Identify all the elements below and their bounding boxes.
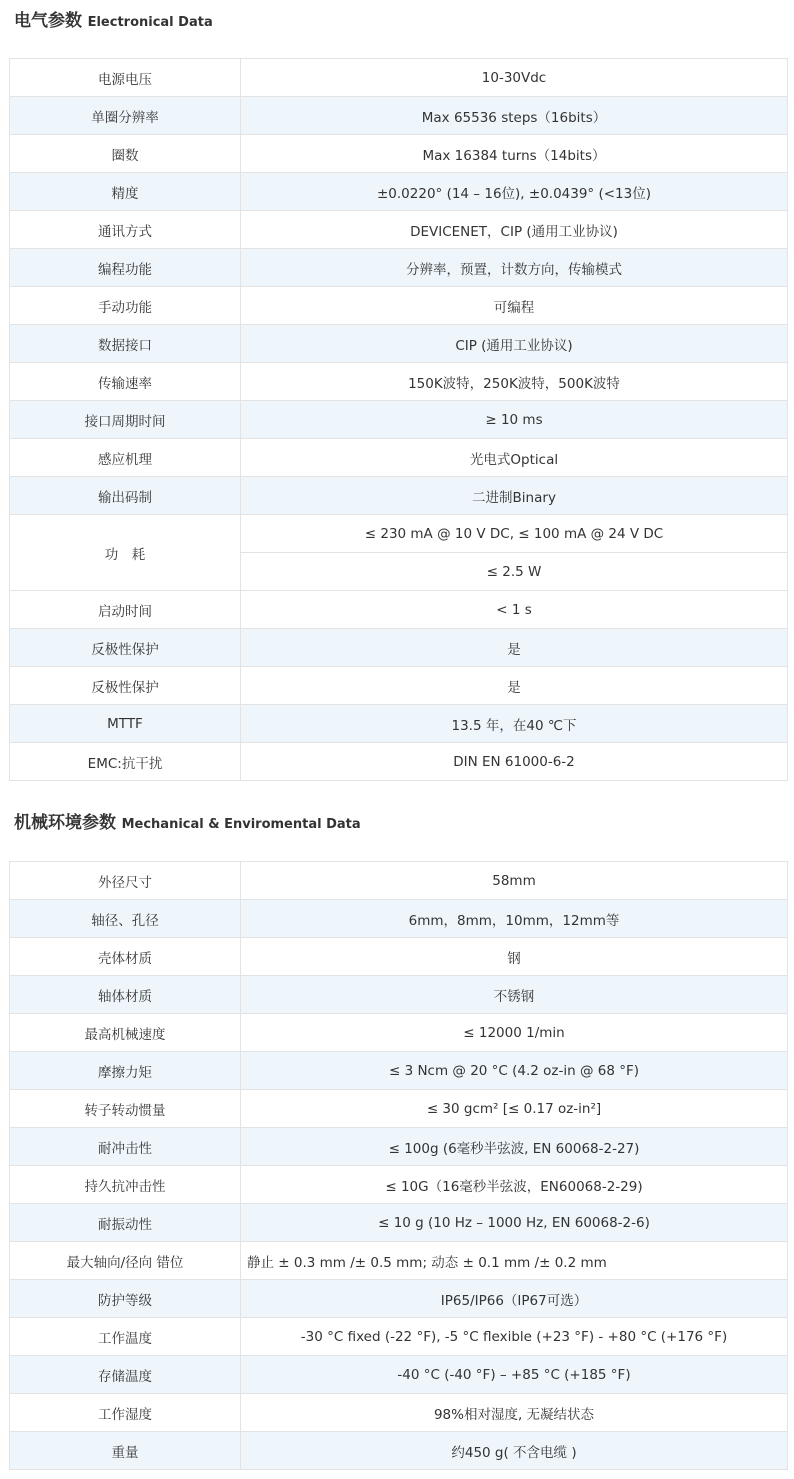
spec-value: ≤ 10 g (10 Hz – 1000 Hz, EN 60068-2-6)	[241, 1204, 788, 1242]
spec-label: 反极性保护	[10, 629, 241, 667]
spec-label: 功 耗	[10, 515, 241, 591]
table-row	[10, 477, 788, 515]
spec-value: ≤ 12000 1/min	[241, 1014, 788, 1052]
table-row	[10, 1242, 788, 1280]
table-row	[10, 1394, 788, 1432]
spec-value: DEVICENET，CIP (通用工业协议)	[241, 211, 788, 249]
spec-label: 耐振动性	[10, 1204, 241, 1242]
spec-value: 不锈钢	[241, 976, 788, 1014]
spec-value: DIN EN 61000-6-2	[241, 743, 788, 781]
table-row	[10, 59, 788, 97]
table-row	[10, 1432, 788, 1470]
spec-value: 分辨率，预置，计数方向，传输模式	[241, 249, 788, 287]
table-row	[10, 629, 788, 667]
table-row	[10, 1128, 788, 1166]
spec-label: 最高机械速度	[10, 1014, 241, 1052]
spec-value: ≤ 230 mA @ 10 V DC, ≤ 100 mA @ 24 V DC	[241, 515, 788, 553]
spec-value: 58mm	[241, 862, 788, 900]
spec-value: CIP (通用工业协议)	[241, 325, 788, 363]
electrical-title-en: Electronical Data	[87, 15, 213, 30]
spec-value: -30 °C fixed (-22 °F), -5 °C flexible (+23 °F) - +80 °C (+176 °F)	[241, 1318, 788, 1356]
table-row	[10, 439, 788, 477]
spec-label: 精度	[10, 173, 241, 211]
spec-label: 数据接口	[10, 325, 241, 363]
spec-label: 转子转动惯量	[10, 1090, 241, 1128]
table-row	[10, 705, 788, 743]
table-row	[10, 325, 788, 363]
table-row	[10, 1090, 788, 1128]
spec-label: 防护等级	[10, 1280, 241, 1318]
spec-label: 工作湿度	[10, 1394, 241, 1432]
spec-value: ≤ 100g (6毫秒半弦波, EN 60068-2-27)	[241, 1128, 788, 1166]
table-row	[10, 1280, 788, 1318]
spec-label: 传输速率	[10, 363, 241, 401]
spec-label: 存储温度	[10, 1356, 241, 1394]
table-row	[10, 1204, 788, 1242]
spec-label: 手动功能	[10, 287, 241, 325]
spec-label: 持久抗冲击性	[10, 1166, 241, 1204]
table-row	[10, 976, 788, 1014]
table-row	[10, 862, 788, 900]
electrical-data-title	[14, 6, 213, 31]
table-row	[10, 97, 788, 135]
spec-value: 是	[241, 629, 788, 667]
table-row	[10, 1166, 788, 1204]
spec-label: 耐冲击性	[10, 1128, 241, 1166]
table-row	[10, 515, 788, 553]
spec-value: ≥ 10 ms	[241, 401, 788, 439]
table-row	[10, 1318, 788, 1356]
spec-value: < 1 s	[241, 591, 788, 629]
table-row	[10, 900, 788, 938]
table-row	[10, 938, 788, 976]
spec-label: EMC:抗干扰	[10, 743, 241, 781]
spec-label: 外径尺寸	[10, 862, 241, 900]
spec-label: 圈数	[10, 135, 241, 173]
table-row	[10, 743, 788, 781]
spec-value: 约450 g( 不含电缆 )	[241, 1432, 788, 1470]
electrical-title-zh: 电气参数	[14, 11, 82, 31]
spec-value: 钢	[241, 938, 788, 976]
spec-label: 轴体材质	[10, 976, 241, 1014]
table-row	[10, 287, 788, 325]
spec-label: 工作温度	[10, 1318, 241, 1356]
electrical-data-table	[9, 58, 788, 781]
table-row	[10, 1356, 788, 1394]
spec-label: 最大轴向/径向 错位	[10, 1242, 241, 1280]
table-row	[10, 211, 788, 249]
spec-value: 可编程	[241, 287, 788, 325]
spec-value: ≤ 10G（16毫秒半弦波，EN60068-2-29)	[241, 1166, 788, 1204]
spec-value: ≤ 30 gcm² [≤ 0.17 oz-in²]	[241, 1090, 788, 1128]
spec-label: 重量	[10, 1432, 241, 1470]
spec-value: ≤ 2.5 W	[241, 553, 788, 591]
spec-value: IP65/IP66（IP67可选）	[241, 1280, 788, 1318]
spec-value: 98%相对湿度, 无凝结状态	[241, 1394, 788, 1432]
spec-value: 光电式Optical	[241, 439, 788, 477]
spec-value: 二进制Binary	[241, 477, 788, 515]
spec-value: 静止 ± 0.3 mm /± 0.5 mm; 动态 ± 0.1 mm /± 0.2 mm	[241, 1242, 788, 1280]
table-row	[10, 401, 788, 439]
spec-label: 通讯方式	[10, 211, 241, 249]
spec-label: 电源电压	[10, 59, 241, 97]
table-row	[10, 363, 788, 401]
spec-label: 单圈分辨率	[10, 97, 241, 135]
spec-value: Max 65536 steps（16bits）	[241, 97, 788, 135]
table-row	[10, 1052, 788, 1090]
table-row	[10, 591, 788, 629]
spec-label: 轴径、孔径	[10, 900, 241, 938]
spec-value: ≤ 3 Ncm @ 20 °C (4.2 oz-in @ 68 °F)	[241, 1052, 788, 1090]
table-row	[10, 667, 788, 705]
table-row	[10, 249, 788, 287]
spec-label: 摩擦力矩	[10, 1052, 241, 1090]
spec-label: 启动时间	[10, 591, 241, 629]
spec-label: 壳体材质	[10, 938, 241, 976]
spec-label: 接口周期时间	[10, 401, 241, 439]
table-row	[10, 173, 788, 211]
spec-label: 反极性保护	[10, 667, 241, 705]
spec-value: ±0.0220° (14 – 16位), ±0.0439° (<13位)	[241, 173, 788, 211]
mechanical-data-title	[14, 808, 361, 833]
spec-value: 13.5 年，在40 ℃下	[241, 705, 788, 743]
table-row	[10, 1014, 788, 1052]
spec-label: 输出码制	[10, 477, 241, 515]
spec-value: 150K波特，250K波特，500K波特	[241, 363, 788, 401]
spec-value: 6mm，8mm，10mm，12mm等	[241, 900, 788, 938]
mechanical-title-zh: 机械环境参数	[14, 813, 116, 833]
spec-value: 10-30Vdc	[241, 59, 788, 97]
spec-value: 是	[241, 667, 788, 705]
spec-label: MTTF	[10, 705, 241, 743]
spec-value: -40 °C (-40 °F) – +85 °C (+185 °F)	[241, 1356, 788, 1394]
mechanical-title-en: Mechanical & Enviromental Data	[121, 817, 361, 832]
spec-value: Max 16384 turns（14bits）	[241, 135, 788, 173]
table-row	[10, 135, 788, 173]
spec-label: 感应机理	[10, 439, 241, 477]
spec-label: 编程功能	[10, 249, 241, 287]
mechanical-data-table	[9, 861, 788, 1470]
